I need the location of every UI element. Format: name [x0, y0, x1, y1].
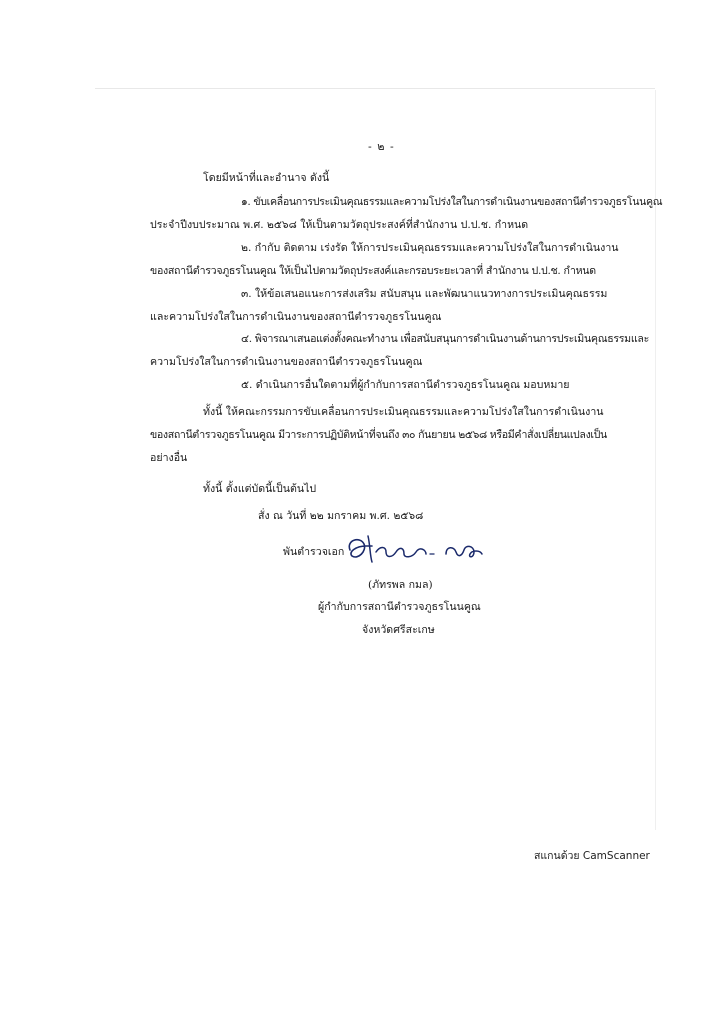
duty-4-line-2: ความโปร่งใสในการดำเนินงานของสถานีตำรวจภูธรโนนคูณ — [150, 356, 423, 368]
signer-name: (ภัทรพล กมล) — [368, 579, 433, 591]
signature-graphic — [342, 532, 492, 568]
duties-intro: โดยมีหน้าที่และอำนาจ ดังนี้ — [203, 172, 330, 184]
signer-position: ผู้กำกับการสถานีตำรวจภูธรโนนคูณ — [318, 601, 481, 613]
duty-4-line-1: ๔. พิจารณาเสนอแต่งตั้งคณะทำงาน เพื่อสนับสนุนการดำเนินงานด้านการประเมินคุณธรรมและ — [241, 333, 649, 345]
duty-1-line-2: ประจำปีงบประมาณ พ.ศ. ๒๕๖๘ ให้เป็นตามวัตถุประสงค์ที่สำนักงาน ป.ป.ช. กำหนด — [150, 219, 529, 231]
duty-3-line-2: และความโปร่งใสในการดำเนินงานของสถานีตำรวจภูธรโนนคูณ — [150, 311, 442, 323]
signer-rank: พันตำรวจเอก — [283, 546, 345, 558]
duty-2-line-1: ๒. กำกับ ติดตาม เร่งรัด ให้การประเมินคุณธรรมและความโปร่งใสในการดำเนินงาน — [241, 242, 619, 254]
duty-5-line-1: ๕. ดำเนินการอื่นใดตามที่ผู้กำกับการสถานีตำรวจภูธรโนนคูณ มอบหมาย — [241, 379, 570, 391]
handwritten-signature — [342, 532, 492, 568]
duty-3-line-1: ๓. ให้ข้อเสนอแนะการส่งเสริม สนับสนุน และพัฒนาแนวทางการประเมินคุณธรรม — [241, 288, 608, 300]
duty-2-line-2: ของสถานีตำรวจภูธรโนนคูณ ให้เป็นไปตามวัตถุประสงค์และกรอบระยะเวลาที่ สำนักงาน ป.ป.ช. กำหนด — [150, 265, 596, 277]
closing-line-3: อย่างอื่น — [150, 452, 188, 464]
camscanner-watermark: สแกนด้วย CamScanner — [534, 850, 650, 862]
scan-edge-top — [95, 88, 655, 89]
page-number: - ๒ - — [368, 140, 395, 153]
signer-province: จังหวัดศรีสะเกษ — [362, 624, 435, 636]
duty-1-line-1: ๑. ขับเคลื่อนการประเมินคุณธรรมและความโปร่งใสในการดำเนินงานของสถานีตำรวจภูธรโนนคูณ — [241, 196, 663, 208]
closing-line-2: ของสถานีตำรวจภูธรโนนคูณ มีวาระการปฏิบัติหน้าที่จนถึง ๓๐ กันยายน ๒๕๖๘ หรือมีคำสั่งเปลี่ยนแปลงเป็น — [150, 429, 607, 441]
effective-date-statement: ทั้งนี้ ตั้งแต่บัดนี้เป็นต้นไป — [203, 483, 317, 495]
closing-line-1: ทั้งนี้ ให้คณะกรรมการขับเคลื่อนการประเมินคุณธรรมและความโปร่งใสในการดำเนินงาน — [203, 406, 604, 418]
order-date: สั่ง ณ วันที่ ๒๒ มกราคม พ.ศ. ๒๕๖๘ — [258, 510, 424, 522]
